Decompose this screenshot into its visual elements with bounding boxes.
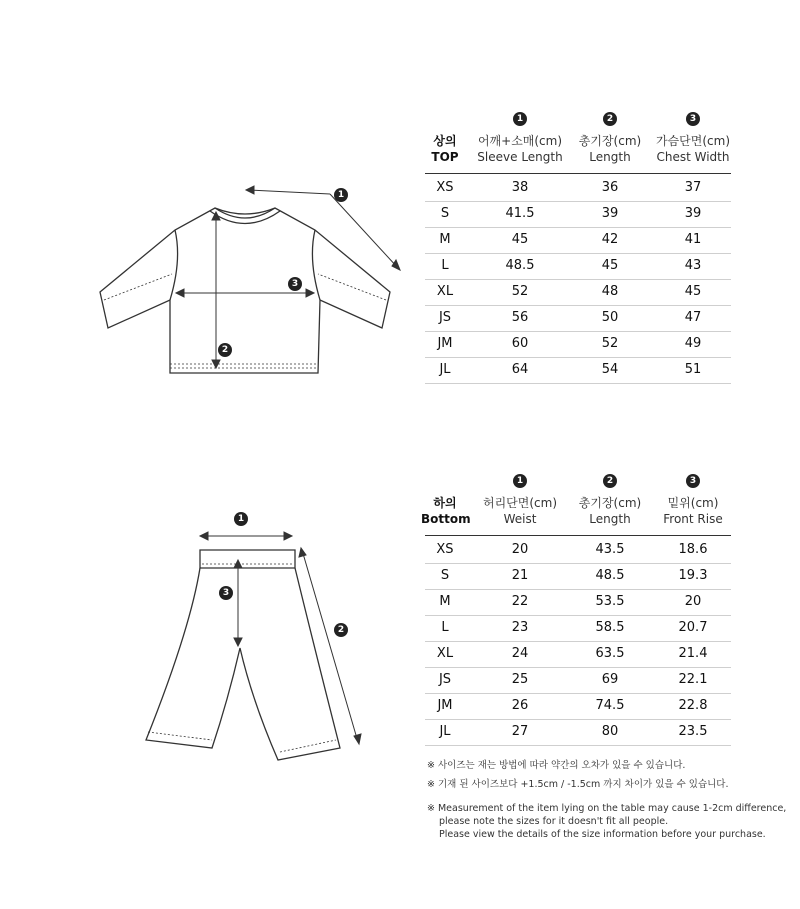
bottom-garment-illustration: [130, 520, 370, 770]
bottom-col1-en: Weist: [503, 512, 537, 526]
size-notes-korean: [427, 758, 787, 792]
value-cell: 25: [511, 672, 529, 687]
value-cell: 47: [684, 310, 702, 325]
note-en-2: please note the sizes for it doesn't fit all people.: [439, 816, 669, 827]
size-cell: JS: [438, 672, 452, 687]
value-cell: 22.8: [678, 698, 708, 713]
bottom-column-badges: [425, 472, 731, 494]
top-row-xl: [425, 279, 731, 306]
value-cell: 48.5: [505, 258, 535, 273]
value-cell: 52: [601, 336, 619, 351]
value-cell: 69: [601, 672, 619, 687]
top-row-js: [425, 305, 731, 332]
top-col1-ko: 어깨+소매(cm): [477, 134, 563, 148]
value-cell: 58.5: [595, 620, 625, 635]
value-cell: 26: [511, 698, 529, 713]
value-cell: 51: [684, 362, 702, 377]
value-cell: 74.5: [595, 698, 625, 713]
value-cell: 43.5: [595, 542, 625, 557]
size-cell: XL: [436, 284, 454, 299]
value-cell: 64: [511, 362, 529, 377]
value-cell: 23: [511, 620, 529, 635]
top-col1-en: Sleeve Length: [477, 150, 563, 164]
size-cell: M: [439, 232, 451, 247]
value-cell: 41.5: [505, 206, 535, 221]
value-cell: 39: [601, 206, 619, 221]
value-cell: 53.5: [595, 594, 625, 609]
top-header-row: [425, 133, 731, 174]
size-cell: JS: [438, 310, 452, 325]
bottom-row-js: [425, 667, 731, 694]
size-cell: JM: [437, 698, 453, 713]
value-cell: 18.6: [678, 542, 708, 557]
bottom-col3-en: Front Rise: [663, 512, 723, 526]
size-cell: JM: [437, 336, 453, 351]
top-illus-badge-1: 1: [334, 188, 348, 202]
top-row-jm: [425, 331, 731, 358]
value-cell: 60: [511, 336, 529, 351]
bottom-illus-badge-2: 2: [334, 623, 348, 637]
value-cell: 24: [511, 646, 529, 661]
size-cell: S: [440, 568, 450, 583]
top-row-l: [425, 253, 731, 280]
bottom-col-header-3: [655, 495, 731, 527]
note-ko-2: ※ 기재 된 사이즈보다 +1.5cm / -1.5cm 까지 차이가 있을 수 있습니다.: [427, 779, 729, 790]
value-cell: 21.4: [678, 646, 708, 661]
value-cell: 37: [684, 180, 702, 195]
bottom-header-row: [421, 495, 731, 536]
bottom-row-s: [425, 563, 731, 590]
bottom-row-jl: [425, 719, 731, 746]
top-col3-ko: 가슴단면(cm): [655, 134, 731, 148]
value-cell: 48.5: [595, 568, 625, 583]
bottom-illus-badge-3: 3: [219, 586, 233, 600]
value-cell: 39: [684, 206, 702, 221]
size-cell: S: [440, 206, 450, 221]
value-cell: 21: [511, 568, 529, 583]
top-row-s: [425, 201, 731, 228]
top-col2-en: Length: [589, 150, 631, 164]
bottom-row-l: [425, 615, 731, 642]
value-cell: 48: [601, 284, 619, 299]
size-cell: L: [441, 620, 449, 635]
value-cell: 56: [511, 310, 529, 325]
size-cell: XS: [436, 180, 454, 195]
bottom-col2-ko: 총기장(cm): [578, 496, 642, 510]
bottom-size-table: [421, 472, 731, 752]
value-cell: 36: [601, 180, 619, 195]
value-cell: 22.1: [678, 672, 708, 687]
top-col-badge-3: 3: [686, 112, 700, 126]
size-cell: JL: [439, 724, 451, 739]
note-ko-1: ※ 사이즈는 재는 방법에 따라 약간의 오차가 있을 수 있습니다.: [427, 760, 686, 771]
bottom-col-badge-1: 1: [513, 474, 527, 488]
value-cell: 19.3: [678, 568, 708, 583]
value-cell: 27: [511, 724, 529, 739]
size-cell: M: [439, 594, 451, 609]
bottom-col-header-1: [475, 495, 565, 527]
note-en-3: Please view the details of the size information before your purchase.: [439, 829, 766, 840]
top-row-jl: [425, 357, 731, 384]
value-cell: 45: [684, 284, 702, 299]
value-cell: 20.7: [678, 620, 708, 635]
value-cell: 43: [684, 258, 702, 273]
top-col-header-3: [655, 133, 731, 165]
value-cell: 45: [511, 232, 529, 247]
value-cell: 23.5: [678, 724, 708, 739]
value-cell: 63.5: [595, 646, 625, 661]
top-row-xs: [425, 175, 731, 202]
top-label: [425, 133, 465, 165]
value-cell: 80: [601, 724, 619, 739]
top-col-badge-2: 2: [603, 112, 617, 126]
value-cell: 20: [511, 542, 529, 557]
bottom-label-ko: 하의: [433, 496, 457, 510]
bottom-row-m: [425, 589, 731, 616]
top-col-header-2: [570, 133, 650, 165]
value-cell: 20: [684, 594, 702, 609]
bottom-label-en: Bottom: [421, 512, 471, 526]
size-cell: XS: [436, 542, 454, 557]
bottom-row-xl: [425, 641, 731, 668]
bottom-col1-ko: 허리단면(cm): [482, 496, 558, 510]
size-cell: L: [441, 258, 449, 273]
top-label-en: TOP: [431, 150, 459, 164]
bottom-row-xs: [425, 537, 731, 564]
bottom-col3-ko: 밑위(cm): [667, 496, 719, 510]
value-cell: 38: [511, 180, 529, 195]
note-en-1: ※ Measurement of the item lying on the table may cause 1-2cm difference,: [427, 803, 787, 814]
value-cell: 45: [601, 258, 619, 273]
top-col-header-1: [475, 133, 565, 165]
top-column-badges: [425, 110, 731, 132]
bottom-illus-badge-1: 1: [234, 512, 248, 526]
bottom-row-jm: [425, 693, 731, 720]
top-size-table: [425, 110, 731, 390]
top-illus-badge-3: 3: [288, 277, 302, 291]
bottom-col2-en: Length: [589, 512, 631, 526]
bottom-col-badge-2: 2: [603, 474, 617, 488]
size-cell: XL: [436, 646, 454, 661]
top-col2-ko: 총기장(cm): [578, 134, 642, 148]
bottom-col-badge-3: 3: [686, 474, 700, 488]
top-col-badge-1: 1: [513, 112, 527, 126]
size-notes-english: [427, 802, 787, 841]
top-illus-badge-2: 2: [218, 343, 232, 357]
value-cell: 22: [511, 594, 529, 609]
value-cell: 42: [601, 232, 619, 247]
top-garment-illustration: [90, 180, 420, 390]
value-cell: 41: [684, 232, 702, 247]
top-label-ko: 상의: [433, 134, 457, 148]
top-row-m: [425, 227, 731, 254]
value-cell: 52: [511, 284, 529, 299]
value-cell: 50: [601, 310, 619, 325]
value-cell: 49: [684, 336, 702, 351]
top-col3-en: Chest Width: [656, 150, 730, 164]
bottom-label: [421, 495, 469, 527]
value-cell: 54: [601, 362, 619, 377]
bottom-col-header-2: [570, 495, 650, 527]
size-cell: JL: [439, 362, 451, 377]
